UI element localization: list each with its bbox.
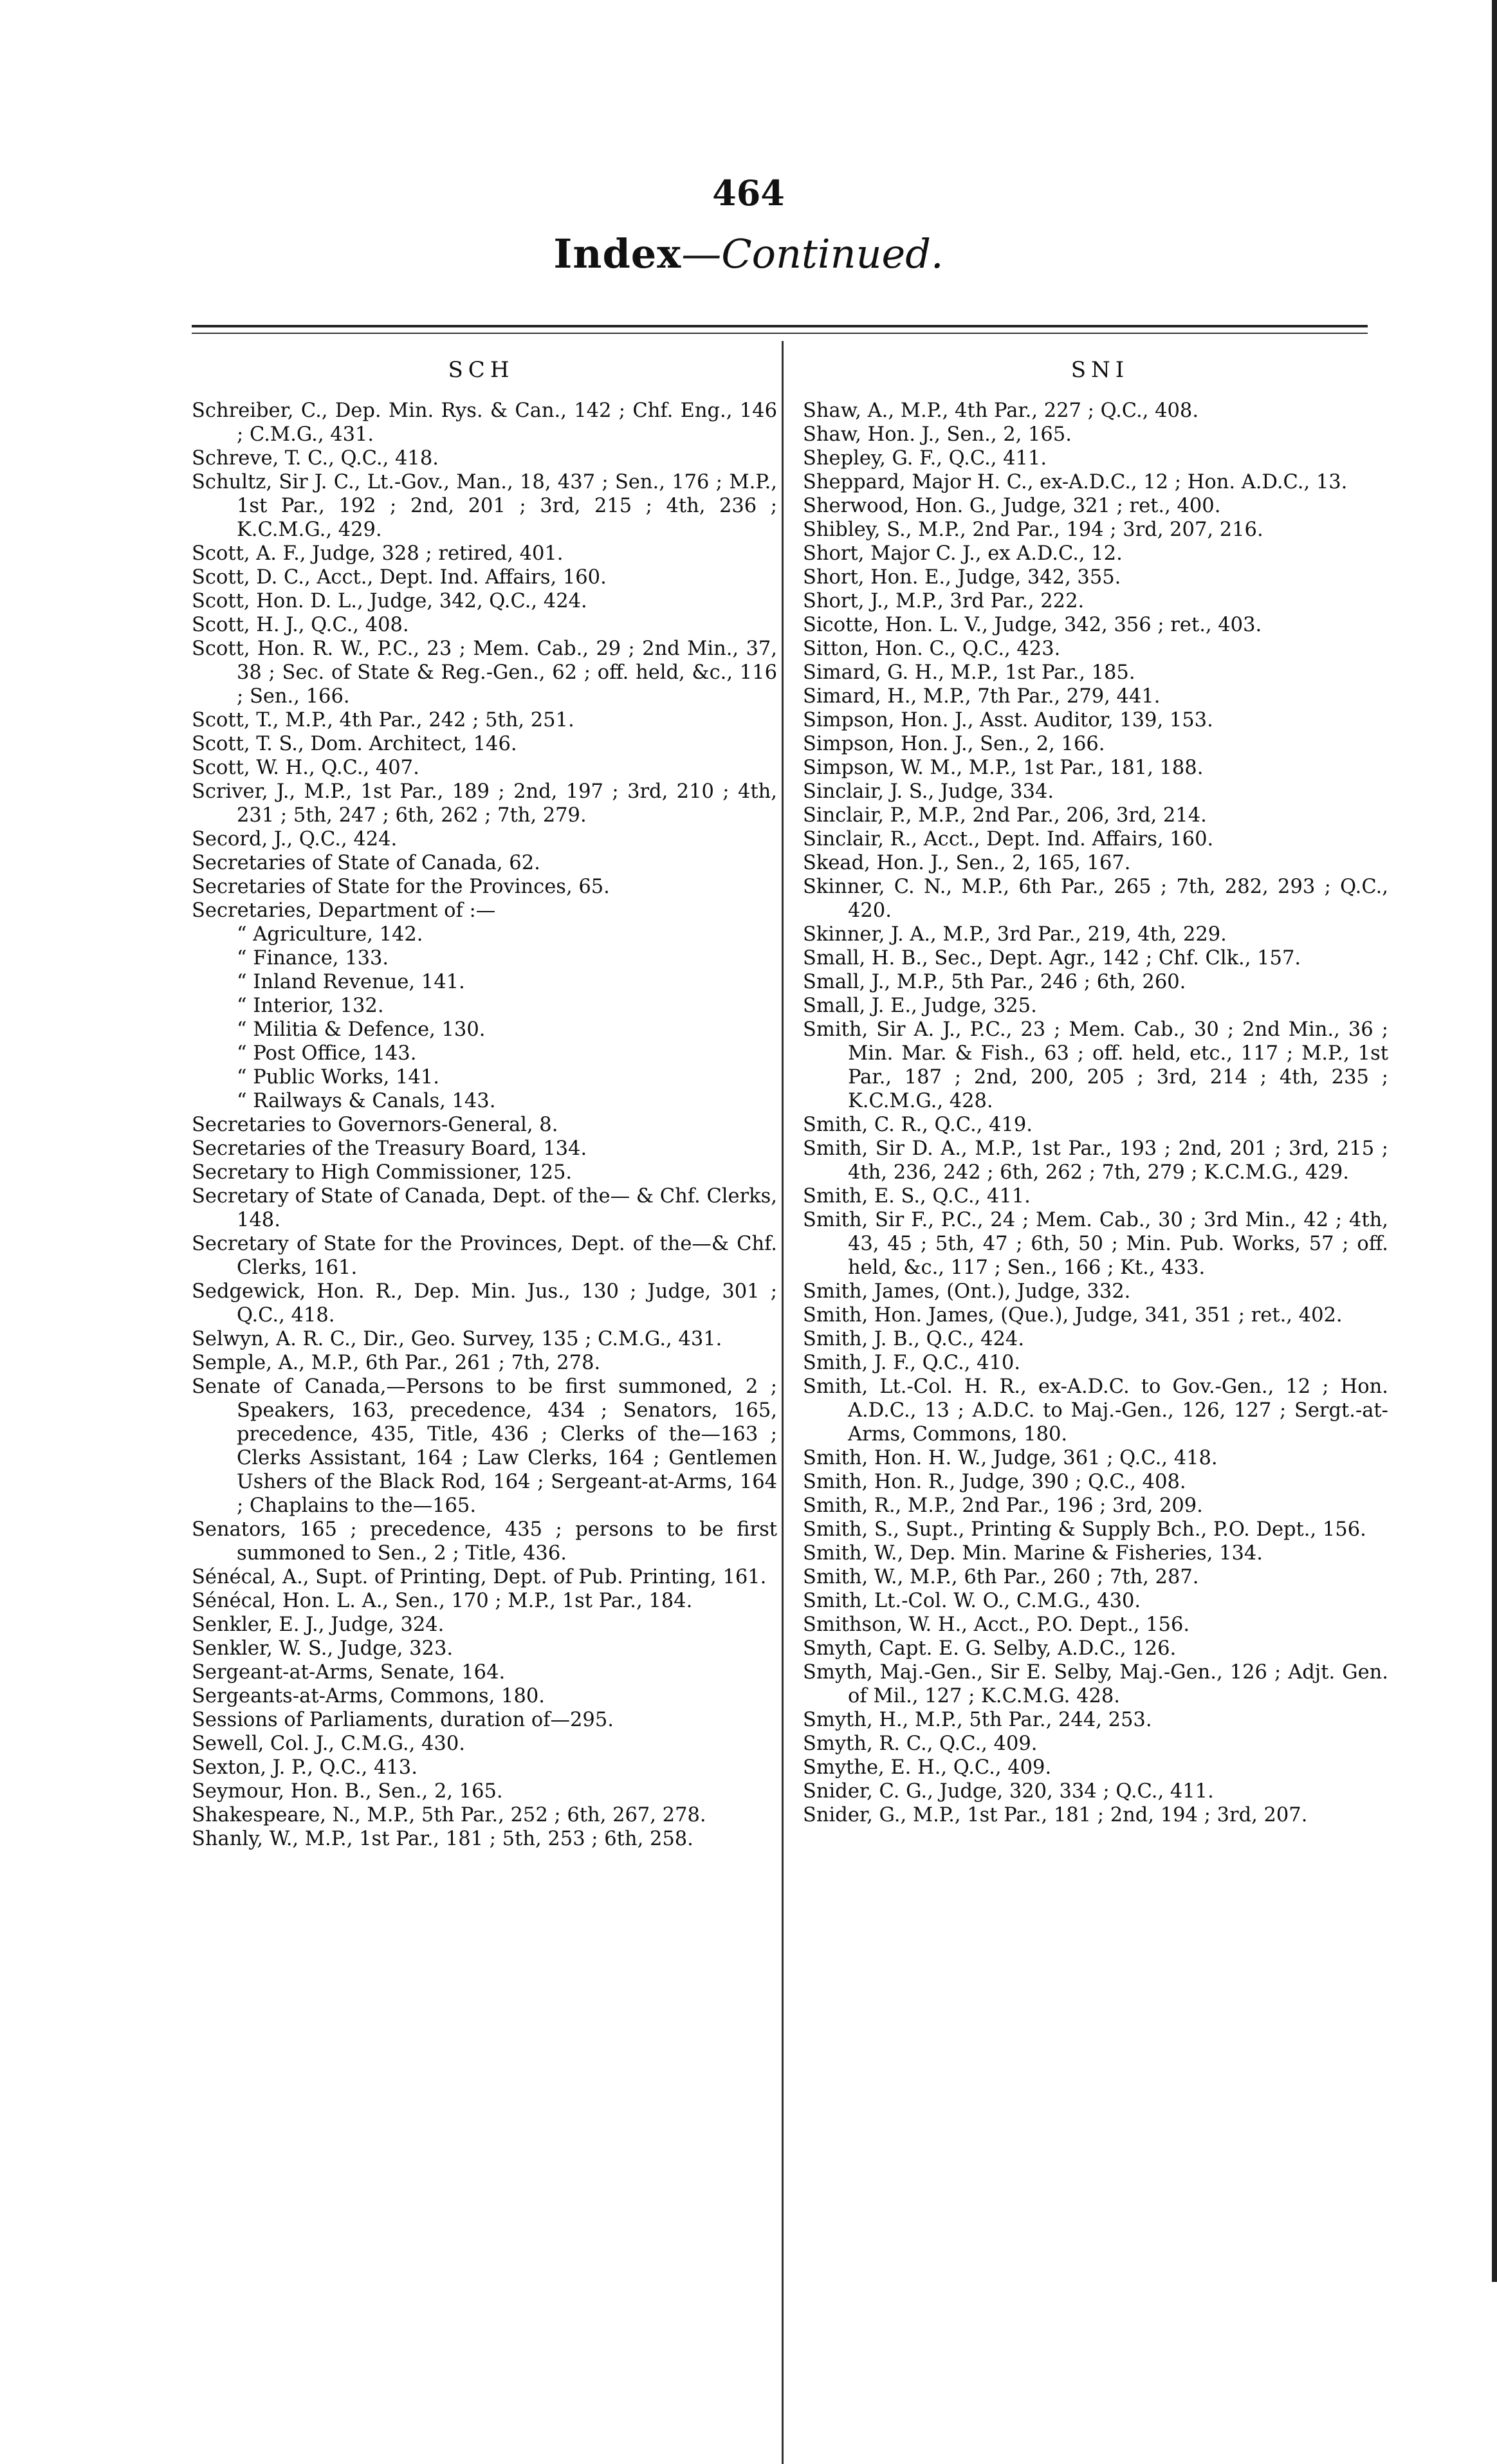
index-entry: Short, Hon. E., Judge, 342, 355. <box>803 566 1121 589</box>
header-rule-thick <box>192 325 1368 327</box>
index-entry: Shibley, S., M.P., 2nd Par., 194 ; 3rd, 207, 216. <box>803 519 1263 541</box>
index-entry: Secord, J., Q.C., 424. <box>192 828 398 850</box>
index-entry: Scott, Hon. R. W., P.C., 23 ; Mem. Cab., 29 ; 2nd Min., 37, 38 ; Sec. of State & Reg.-Gen., 62 ; off. held, &c., 116 ; Sen., 166. <box>192 638 777 708</box>
index-entry: “ Railways & Canals, 143. <box>237 1090 496 1112</box>
index-entry: Skinner, C. N., M.P., 6th Par., 265 ; 7th, 282, 293 ; Q.C., 420. <box>803 876 1388 922</box>
index-entry: Smyth, H., M.P., 5th Par., 244, 253. <box>803 1709 1152 1731</box>
index-entry: Smith, C. R., Q.C., 419. <box>803 1114 1033 1136</box>
index-entry: Smith, J. F., Q.C., 410. <box>803 1352 1021 1374</box>
index-entry: Seymour, Hon. B., Sen., 2, 165. <box>192 1780 503 1803</box>
index-entry: Snider, C. G., Judge, 320, 334 ; Q.C., 411. <box>803 1780 1214 1803</box>
index-entry: Simard, G. H., M.P., 1st Par., 185. <box>803 661 1135 684</box>
index-entry: Smith, W., Dep. Min. Marine & Fisheries, 134. <box>803 1542 1263 1565</box>
index-entry: Sénécal, Hon. L. A., Sen., 170 ; M.P., 1st Par., 184. <box>192 1590 693 1612</box>
index-entry: Scriver, J., M.P., 1st Par., 189 ; 2nd, 197 ; 3rd, 210 ; 4th, 231 ; 5th, 247 ; 6th, 262 ; 7th, 279. <box>192 780 777 827</box>
page-number: 464 <box>712 172 785 214</box>
index-entry: Smithson, W. H., Acct., P.O. Dept., 156. <box>803 1614 1190 1636</box>
index-entry: Semple, A., M.P., 6th Par., 261 ; 7th, 278. <box>192 1352 601 1374</box>
index-entry: Smith, Sir F., P.C., 24 ; Mem. Cab., 30 ; 3rd Min., 42 ; 4th, 43, 45 ; 5th, 47 ; 6th, 50 ; Min. Pub. Works, 57 ; off. held, &c., 117 ; Sen., 166 ; Kt., 433. <box>803 1209 1388 1279</box>
index-entry: Smith, W., M.P., 6th Par., 260 ; 7th, 287. <box>803 1566 1199 1588</box>
index-entry: Skinner, J. A., M.P., 3rd Par., 219, 4th, 229. <box>803 923 1227 946</box>
right-column-heading: SNI <box>1070 357 1130 383</box>
index-entry: “ Post Office, 143. <box>237 1042 417 1065</box>
page-header <box>0 230 1497 277</box>
index-entry: Shaw, A., M.P., 4th Par., 227 ; Q.C., 408. <box>803 400 1199 422</box>
index-entry: “ Militia & Defence, 130. <box>237 1018 486 1041</box>
index-entry: Sedgewick, Hon. R., Dep. Min. Jus., 130 ; Judge, 301 ; Q.C., 418. <box>192 1280 777 1327</box>
index-entry: Small, J. E., Judge, 325. <box>803 995 1037 1017</box>
index-entry: Small, H. B., Sec., Dept. Agr., 142 ; Chf. Clk., 157. <box>803 947 1301 970</box>
page-edge-bar <box>1492 0 1497 2282</box>
header-continued: —Continued. <box>681 230 944 277</box>
index-entry: Short, Major C. J., ex A.D.C., 12. <box>803 542 1123 565</box>
index-entry: Scott, T., M.P., 4th Par., 242 ; 5th, 251. <box>192 709 574 731</box>
index-entry: “ Public Works, 141. <box>237 1066 439 1089</box>
index-entry: Schreve, T. C., Q.C., 418. <box>192 447 439 470</box>
index-entry: Smyth, Maj.-Gen., Sir E. Selby, Maj.-Gen., 126 ; Adjt. Gen. of Mil., 127 ; K.C.M.G. 428. <box>803 1661 1388 1707</box>
column-divider <box>782 341 784 2464</box>
index-entry: Secretaries, Department of :— <box>192 899 496 922</box>
index-entry: Secretary of State for the Provinces, Dept. of the—& Chf. Clerks, 161. <box>192 1233 777 1279</box>
index-entry: Smith, S., Supt., Printing & Supply Bch., P.O. Dept., 156. <box>803 1518 1366 1541</box>
right-column <box>803 399 1388 1827</box>
index-entry: Smith, Hon. H. W., Judge, 361 ; Q.C., 418. <box>803 1447 1218 1469</box>
index-entry: Sewell, Col. J., C.M.G., 430. <box>192 1733 465 1755</box>
index-entry: Smyth, R. C., Q.C., 409. <box>803 1733 1038 1755</box>
index-entry: Secretaries to Governors-General, 8. <box>192 1114 558 1136</box>
index-entry: Snider, G., M.P., 1st Par., 181 ; 2nd, 194 ; 3rd, 207. <box>803 1804 1308 1826</box>
index-entry: Smith, E. S., Q.C., 411. <box>803 1185 1031 1208</box>
index-entry: Simard, H., M.P., 7th Par., 279, 441. <box>803 685 1161 708</box>
index-entry: Scott, W. H., Q.C., 407. <box>192 757 419 779</box>
index-entry: Scott, D. C., Acct., Dept. Ind. Affairs, 160. <box>192 566 607 589</box>
index-entry: Scott, Hon. D. L., Judge, 342, Q.C., 424. <box>192 590 587 612</box>
index-entry: Skead, Hon. J., Sen., 2, 165, 167. <box>803 852 1131 874</box>
index-entry: Secretary to High Commissioner, 125. <box>192 1161 573 1184</box>
index-entry: Selwyn, A. R. C., Dir., Geo. Survey, 135 ; C.M.G., 431. <box>192 1328 722 1350</box>
index-entry: Sitton, Hon. C., Q.C., 423. <box>803 638 1061 660</box>
index-entry: Simpson, W. M., M.P., 1st Par., 181, 188. <box>803 757 1204 779</box>
index-entry: Smyth, Capt. E. G. Selby, A.D.C., 126. <box>803 1637 1177 1660</box>
index-entry: Smith, Hon. R., Judge, 390 ; Q.C., 408. <box>803 1471 1186 1493</box>
index-entry: Senkler, E. J., Judge, 324. <box>192 1614 445 1636</box>
index-entry: Senkler, W. S., Judge, 323. <box>192 1637 454 1660</box>
index-entry: Smith, Hon. James, (Que.), Judge, 341, 351 ; ret., 402. <box>803 1304 1343 1327</box>
index-entry: Sicotte, Hon. L. V., Judge, 342, 356 ; ret., 403. <box>803 614 1262 636</box>
index-entry: Sergeant-at-Arms, Senate, 164. <box>192 1661 506 1684</box>
index-entry: Secretaries of State for the Provinces, 65. <box>192 876 610 898</box>
index-entry: Scott, H. J., Q.C., 408. <box>192 614 409 636</box>
index-entry: “ Inland Revenue, 141. <box>237 971 465 993</box>
index-entry: Shepley, G. F., Q.C., 411. <box>803 447 1047 470</box>
index-entry: Sinclair, R., Acct., Dept. Ind. Affairs, 160. <box>803 828 1214 850</box>
index-entry: Senators, 165 ; precedence, 435 ; persons to be first summoned to Sen., 2 ; Title, 436. <box>192 1518 777 1565</box>
left-column <box>192 399 777 1851</box>
index-entry: Smith, Lt.-Col. W. O., C.M.G., 430. <box>803 1590 1141 1612</box>
index-entry: Sheppard, Major H. C., ex-A.D.C., 12 ; Hon. A.D.C., 13. <box>803 471 1348 493</box>
index-entry: “ Interior, 132. <box>237 995 384 1017</box>
index-entry: Schultz, Sir J. C., Lt.-Gov., Man., 18, 437 ; Sen., 176 ; M.P., 1st Par., 192 ; 2nd, 201 ; 3rd, 215 ; 4th, 236 ; K.C.M.G., 429. <box>192 471 777 541</box>
index-entry: Sexton, J. P., Q.C., 413. <box>192 1756 418 1779</box>
index-entry: Smith, J. B., Q.C., 424. <box>803 1328 1025 1350</box>
index-entry: “ Finance, 133. <box>237 947 389 970</box>
index-entry: Senate of Canada,—Persons to be first summoned, 2 ; Speakers, 163, precedence, 434 ; Senators, 165, precedence, 435, Title, 436 ; Clerks of the—163 ; Clerks Assistant, 164 ; Law Clerks, 164 ; Gentlemen Ushers of the Black Rod, 164 ; Sergeant-at-Arms, 164 ; Chaplains to the—165. <box>192 1375 777 1517</box>
index-entry: Simpson, Hon. J., Asst. Auditor, 139, 153. <box>803 709 1213 731</box>
index-entry: Sinclair, J. S., Judge, 334. <box>803 780 1054 803</box>
index-entry: Short, J., M.P., 3rd Par., 222. <box>803 590 1085 612</box>
left-column-heading: SCH <box>448 357 515 383</box>
index-entry: Sénécal, A., Supt. of Printing, Dept. of Pub. Printing, 161. <box>192 1566 767 1588</box>
index-entry: Small, J., M.P., 5th Par., 246 ; 6th, 260. <box>803 971 1186 993</box>
header-title: Index <box>553 230 682 277</box>
index-entry: Smith, James, (Ont.), Judge, 332. <box>803 1280 1131 1303</box>
index-entry: Sergeants-at-Arms, Commons, 180. <box>192 1685 545 1707</box>
index-entry: Sherwood, Hon. G., Judge, 321 ; ret., 400. <box>803 495 1221 517</box>
index-entry: Shanly, W., M.P., 1st Par., 181 ; 5th, 253 ; 6th, 258. <box>192 1828 693 1850</box>
index-entry: Shaw, Hon. J., Sen., 2, 165. <box>803 423 1072 446</box>
index-entry: Sessions of Parliaments, duration of—295. <box>192 1709 614 1731</box>
index-entry: Secretaries of the Treasury Board, 134. <box>192 1137 587 1160</box>
index-entry: “ Agriculture, 142. <box>237 923 423 946</box>
index-entry: Smith, Lt.-Col. H. R., ex-A.D.C. to Gov.-Gen., 12 ; Hon. A.D.C., 13 ; A.D.C. to Maj.-Gen., 126, 127 ; Sergt.-at-Arms, Commons, 180. <box>803 1375 1388 1446</box>
index-entry: Smith, Sir A. J., P.C., 23 ; Mem. Cab., 30 ; 2nd Min., 36 ; Min. Mar. & Fish., 63 ; off. held, etc., 117 ; M.P., 1st Par., 187 ; 2nd, 200, 205 ; 3rd, 214 ; 4th, 235 ; K.C.M.G., 428. <box>803 1018 1388 1112</box>
header-rule-thin <box>192 333 1368 334</box>
index-entry: Sinclair, P., M.P., 2nd Par., 206, 3rd, 214. <box>803 804 1207 827</box>
index-entry: Scott, A. F., Judge, 328 ; retired, 401. <box>192 542 564 565</box>
index-entry: Smythe, E. H., Q.C., 409. <box>803 1756 1052 1779</box>
index-entry: Smith, R., M.P., 2nd Par., 196 ; 3rd, 209. <box>803 1494 1203 1517</box>
index-entry: Smith, Sir D. A., M.P., 1st Par., 193 ; 2nd, 201 ; 3rd, 215 ; 4th, 236, 242 ; 6th, 262 ; 7th, 279 ; K.C.M.G., 429. <box>803 1137 1388 1184</box>
index-entry: Scott, T. S., Dom. Architect, 146. <box>192 733 517 755</box>
index-entry: Schreiber, C., Dep. Min. Rys. & Can., 142 ; Chf. Eng., 146 ; C.M.G., 431. <box>192 400 777 446</box>
index-entry: Secretaries of State of Canada, 62. <box>192 852 540 874</box>
index-entry: Shakespeare, N., M.P., 5th Par., 252 ; 6th, 267, 278. <box>192 1804 706 1826</box>
index-entry: Secretary of State of Canada, Dept. of the— & Chf. Clerks, 148. <box>192 1185 777 1231</box>
index-entry: Simpson, Hon. J., Sen., 2, 166. <box>803 733 1105 755</box>
